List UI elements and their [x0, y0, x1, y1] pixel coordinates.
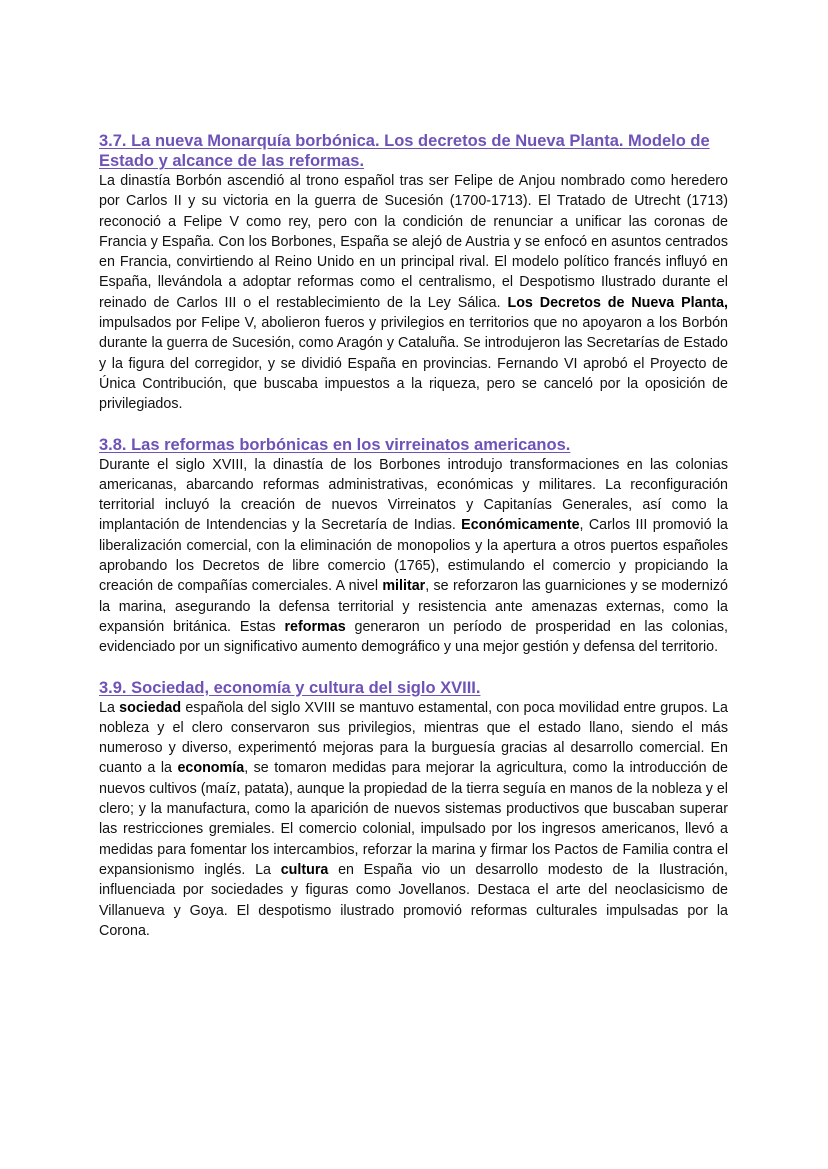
- bold-text: cultura: [280, 861, 329, 878]
- text-run: en España vio un desarrollo modesto de la Ilustración, influenciada por sociedades y figuras como Jovellanos. Destaca el arte del neoclasicismo de Villanueva y Goya. El despotismo ilustrado promovió reformas culturales impulsadas por la Corona.: [99, 861, 728, 939]
- text-run: , Carlos III promovió la liberalización comercial, con la eliminación de monopolios y la apertura a otros puertos españoles aprobando los Decretos de libre comercio (1765), estimulando el comercio y propiciando la creación de compañías comerciales. A nivel: [99, 517, 728, 595]
- bold-text: sociedad: [119, 699, 182, 716]
- bold-text: economía: [177, 760, 245, 777]
- section-heading: 3.7. La nueva Monarquía borbónica. Los decretos de Nueva Planta. Modelo de Estado y alcance de las reformas.: [99, 132, 710, 170]
- section-3-7: [99, 131, 728, 415]
- section-heading: 3.9. Sociedad, economía y cultura del siglo XVIII.: [99, 678, 481, 697]
- text-run: , se tomaron medidas para mejorar la agricultura, como la introducción de nuevos cultivos (maíz, patata), aunque la propiedad de la tierra seguía en manos de la nobleza y el clero; y la manufactura, como la aparición de nuevos sistemas productivos que buscaban superar las restricciones gremiales. El comercio colonial, impulsado por los ingresos americanos, llevó a medidas para fomentar los intercambios, reforzar la marina y firmar los Pactos de Familia contra el expansionismo inglés. La: [99, 760, 728, 878]
- text-run: Durante el siglo XVIII, la dinastía de los Borbones introdujo transformaciones en las colonias americanas, abarcando reformas administrativas, económicas y militares. La reconfiguración territorial incluyó la creación de nuevos Virreinatos y Capitanías Generales, así como la implantación de Intendencias y la Secretaría de Indias.: [99, 456, 728, 534]
- section-3-8: [99, 435, 728, 658]
- text-run: generaron un período de prosperidad en las colonias, evidenciado por un significativo aumento demográfico y una mejor gestión y defensa del territorio.: [99, 618, 728, 656]
- bold-text: militar: [382, 578, 426, 595]
- text-run: española del siglo XVIII se mantuvo estamental, con poca movilidad entre grupos. La nobleza y el clero conservaron sus privilegios, mientras que el estado llano, siendo el más numeroso y diverso, experimentó mejoras para la burguesía gracias al desarrollo comercial. En cuanto a la: [99, 699, 729, 777]
- text-run: La dinastía Borbón ascendió al trono español tras ser Felipe de Anjou nombrado como heredero por Carlos II y su victoria en la guerra de Sucesión (1700-1713). El Tratado de Utrecht (1713) reconoció a Felipe V como rey, pero con la condición de renunciar a unificar las coronas de Francia y España. Con los Borbones, España se alejó de Austria y se enfocó en asuntos centrados en Francia, convirtiendo al Reino Unido en un principal rival. El modelo político francés influyó en España, llevándola a adoptar reformas como el centralismo, el Despotismo Ilustrado durante el reinado de Carlos III o el restablecimiento de la Ley Sálica.: [99, 173, 728, 311]
- section-paragraph: [99, 171, 728, 415]
- text-run: , se reforzaron las guarniciones y se modernizó la marina, asegurando la defensa territorial y resistencia ante amenazas externas, como la expansión británica. Estas: [99, 578, 728, 635]
- text-run: impulsados por Felipe V, abolieron fueros y privilegios en territorios que no apoyaron a los Borbón durante la guerra de Sucesión, como Aragón y Cataluña. Se introdujeron las Secretarías de Estado y la figura del corregidor, y se dividió España en provincias. Fernando VI aprobó el Proyecto de Única Contribución, que buscaba impuestos a la riqueza, pero se canceló por la oposición de privilegiados.: [99, 315, 728, 413]
- section-heading: 3.8. Las reformas borbónicas en los virreinatos americanos.: [99, 435, 571, 454]
- section-paragraph: [99, 698, 728, 942]
- bold-text: Económicamente: [461, 517, 580, 534]
- section-3-9: [99, 678, 728, 942]
- section-paragraph: [99, 455, 728, 658]
- bold-text: reformas: [284, 618, 346, 635]
- text-run: La: [99, 699, 120, 716]
- bold-text: Los Decretos de Nueva Planta,: [507, 294, 728, 311]
